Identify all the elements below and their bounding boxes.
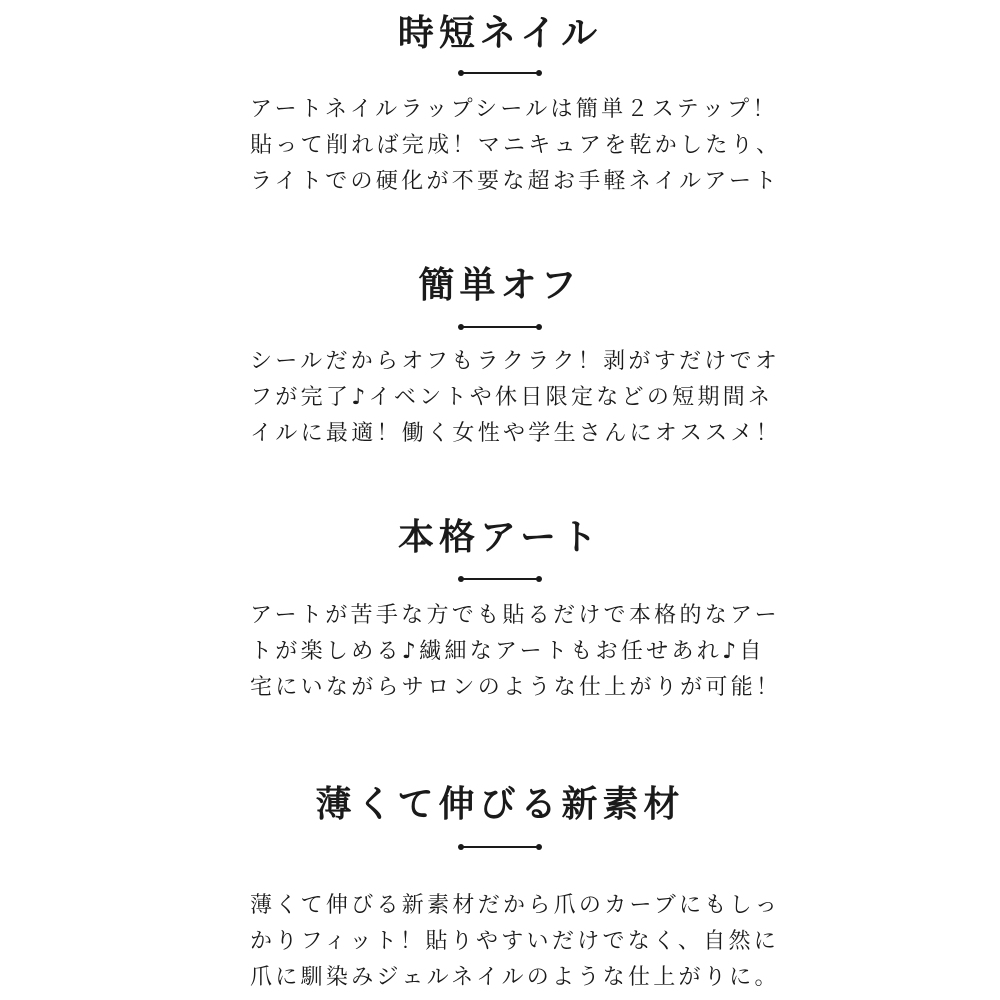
title-divider <box>461 72 539 74</box>
description-line: フが完了♪イベントや休日限定などの短期間ネ <box>250 385 774 410</box>
section-title: 薄くて伸びる新素材 <box>315 784 685 825</box>
divider-dot-left <box>458 324 464 330</box>
title-divider <box>461 326 539 328</box>
description-line: 貼って削れば完成！マニキュアを乾かしたり、 <box>250 133 782 158</box>
description-line: 薄くて伸びる新素材だから爪のカーブにもしっ <box>250 893 781 918</box>
divider-dot-left <box>458 576 464 582</box>
section-description <box>250 888 781 996</box>
description-line: アートが苦手な方でも貼るだけで本格的なアー <box>250 603 780 628</box>
divider-dot-right <box>536 576 542 582</box>
section-title: 時短ネイル <box>397 13 603 54</box>
section-title: 本格アート <box>398 517 602 558</box>
section-description <box>250 344 782 452</box>
section-description <box>250 598 782 706</box>
divider-dot-right <box>536 70 542 76</box>
description-line: 宅にいながらサロンのような仕上がりが可能！ <box>250 675 782 700</box>
description-line: トが楽しめる♪繊細なアートもお任せあれ♪自 <box>250 639 765 664</box>
section-title: 簡単オフ <box>418 265 582 306</box>
description-line: アートネイルラップシールは簡単２ステップ！ <box>250 97 778 122</box>
divider-dot-right <box>536 844 542 850</box>
description-line: シールだからオフもラクラク！剥がすだけでオ <box>250 349 781 374</box>
section-description <box>250 92 782 200</box>
title-divider <box>461 578 539 580</box>
description-line: イルに最適！働く女性や学生さんにオススメ！ <box>250 421 782 446</box>
description-line: ライトでの硬化が不要な超お手軽ネイルアート <box>250 169 780 194</box>
divider-dot-right <box>536 324 542 330</box>
divider-dot-left <box>458 70 464 76</box>
divider-dot-left <box>458 844 464 850</box>
description-line: 爪に馴染みジェルネイルのような仕上がりに。 <box>250 965 780 990</box>
title-divider <box>461 846 539 848</box>
description-line: かりフィット！貼りやすいだけでなく、自然に <box>250 929 780 954</box>
